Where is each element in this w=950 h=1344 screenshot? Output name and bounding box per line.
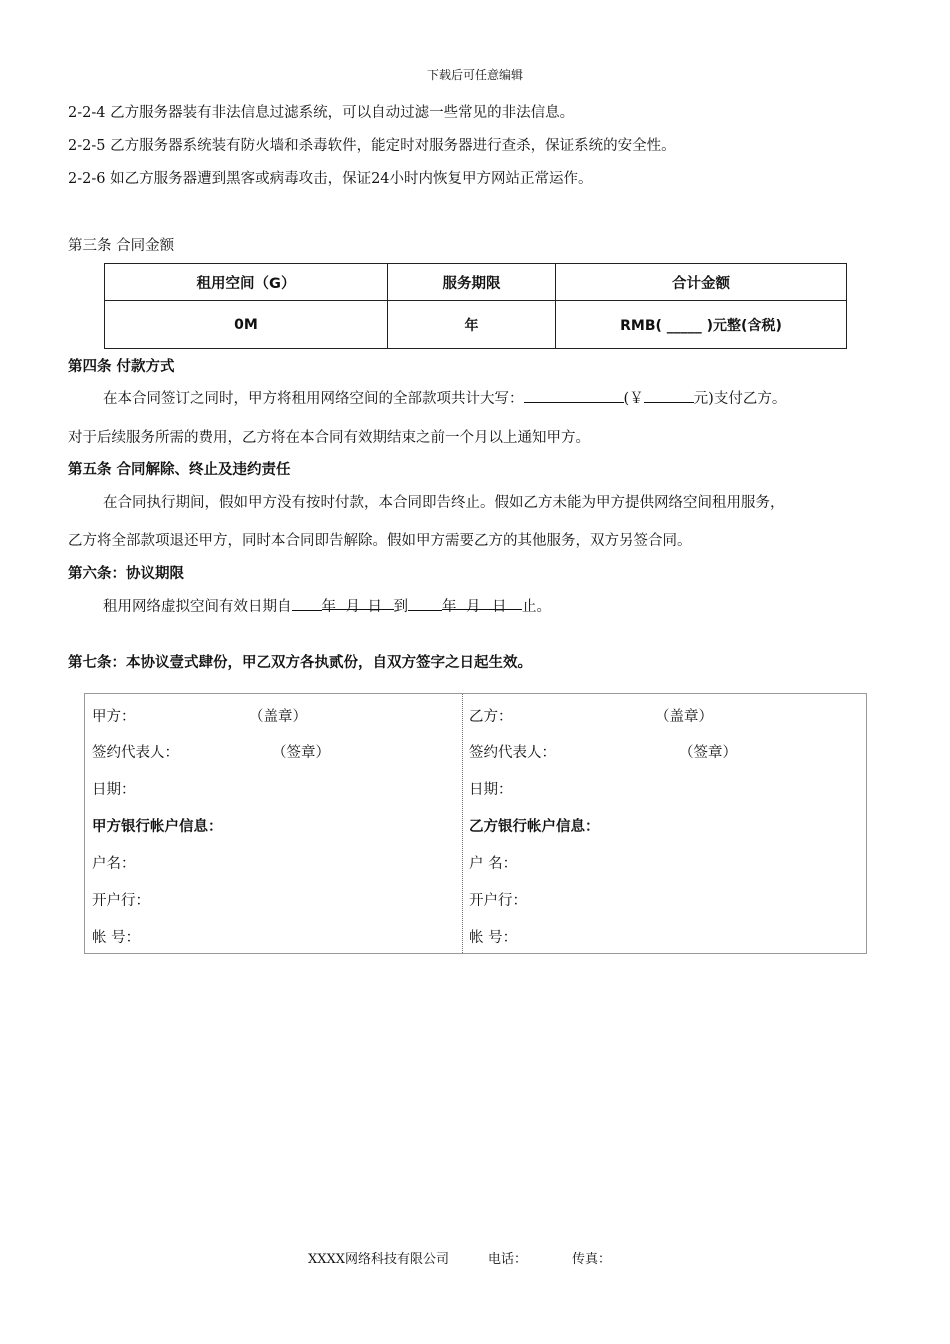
start-day-label: 日 (368, 595, 394, 610)
article-4-title: 第四条 付款方式 (68, 359, 175, 375)
period-prefix: 租用网络虚拟空间有效日期自 (103, 599, 292, 615)
article-4-line-2: 对于后续服务所需的费用，乙方将在本合同有效期结束之前一个月以上通知甲方。 (68, 430, 590, 446)
clause-2-2-5: 2-2-5 乙方服务器系统装有防火墙和杀毒软件，能定时对服务器进行查杀，保证系统的安全性。 (68, 138, 676, 154)
period-suffix: 止。 (522, 599, 551, 615)
payment-text-prefix: 在本合同签订之同时，甲方将租用网络空间的全部款项共计大写： (103, 391, 524, 407)
party-a-sign: （签章） (272, 745, 330, 761)
end-year-label: 年 (442, 595, 466, 610)
article-6-title: 第六条：协议期限 (68, 566, 184, 582)
party-b-bank-title: 乙方银行帐户信息： (469, 819, 600, 835)
table-cell-space: 0M (105, 301, 388, 349)
party-a-seal: （盖章） (249, 709, 307, 725)
party-a-bank: 开户行： (92, 893, 150, 909)
party-b-date: 日期： (469, 782, 513, 798)
payment-text-suffix: 元)支付乙方。 (693, 391, 787, 407)
clause-2-2-6: 2-2-6 如乙方服务器遭到黑客或病毒攻击，保证24小时内恢复甲方网站正常运作。 (68, 171, 593, 187)
party-a-representative: 签约代表人： (92, 745, 179, 761)
header-note: 下载后可任意编辑 (426, 68, 523, 82)
party-b-account-no: 帐 号： (469, 930, 518, 946)
party-b-seal: （盖章） (655, 709, 713, 725)
payment-text-mid: (￥ (623, 391, 644, 407)
footer-phone: 电话： (488, 1252, 528, 1267)
party-b-sign: （签章） (679, 745, 737, 761)
party-b-name: 乙方： (469, 709, 513, 725)
footer-company: XXXX网络科技有限公司 (308, 1252, 450, 1267)
party-b-bank: 开户行： (469, 893, 527, 909)
amount-table (104, 263, 847, 349)
article-3-title: 第三条 合同金额 (68, 238, 175, 254)
article-7-title: 第七条：本协议壹式肆份，甲乙双方各执贰份，自双方签字之日起生效。 (68, 655, 532, 671)
party-a-bank-title: 甲方银行帐户信息： (92, 819, 223, 835)
amount-number-blank (644, 388, 694, 403)
article-5-line-1: 在合同执行期间，假如甲方没有按时付款，本合同即告终止。假如乙方未能为甲方提供网络空间租用服务， (103, 495, 785, 511)
footer-fax: 传真： (572, 1252, 612, 1267)
end-year-blank (408, 596, 442, 611)
party-a-account-name: 户名： (92, 856, 136, 872)
table-cell-term: 年 (388, 301, 556, 349)
amount-words-blank (524, 388, 624, 403)
start-month-label: 月 (346, 595, 368, 610)
clause-2-2-4: 2-2-4 乙方服务器装有非法信息过滤系统，可以自动过滤一些常见的非法信息。 (68, 105, 575, 121)
end-month-label: 月 (466, 595, 492, 610)
signature-divider (462, 694, 463, 953)
party-a-name: 甲方： (92, 709, 136, 725)
article-6-period (103, 595, 551, 616)
party-b-account-name: 户 名： (469, 856, 518, 872)
table-header-row (105, 264, 847, 301)
party-a-date: 日期： (92, 782, 136, 798)
article-5-line-2: 乙方将全部款项退还甲方，同时本合同即告解除。假如甲方需要乙方的其他服务，双方另签合同。 (68, 533, 692, 549)
table-header: 租用空间（G） (105, 264, 388, 301)
signature-block (84, 693, 867, 954)
start-year-label: 年 (322, 595, 346, 610)
party-a-account-no: 帐 号： (92, 930, 141, 946)
period-to: 到 (393, 599, 408, 615)
article-5-title: 第五条 合同解除、终止及违约责任 (68, 462, 291, 478)
table-cell-total: RMB( _____ )元整(含税) (556, 301, 847, 349)
table-header: 合计金额 (556, 264, 847, 301)
article-4-line-1 (103, 387, 786, 408)
end-day-label: 日 (492, 595, 522, 610)
start-year-blank (292, 596, 322, 611)
party-b-representative: 签约代表人： (469, 745, 556, 761)
table-header: 服务期限 (388, 264, 556, 301)
table-row (105, 301, 847, 349)
